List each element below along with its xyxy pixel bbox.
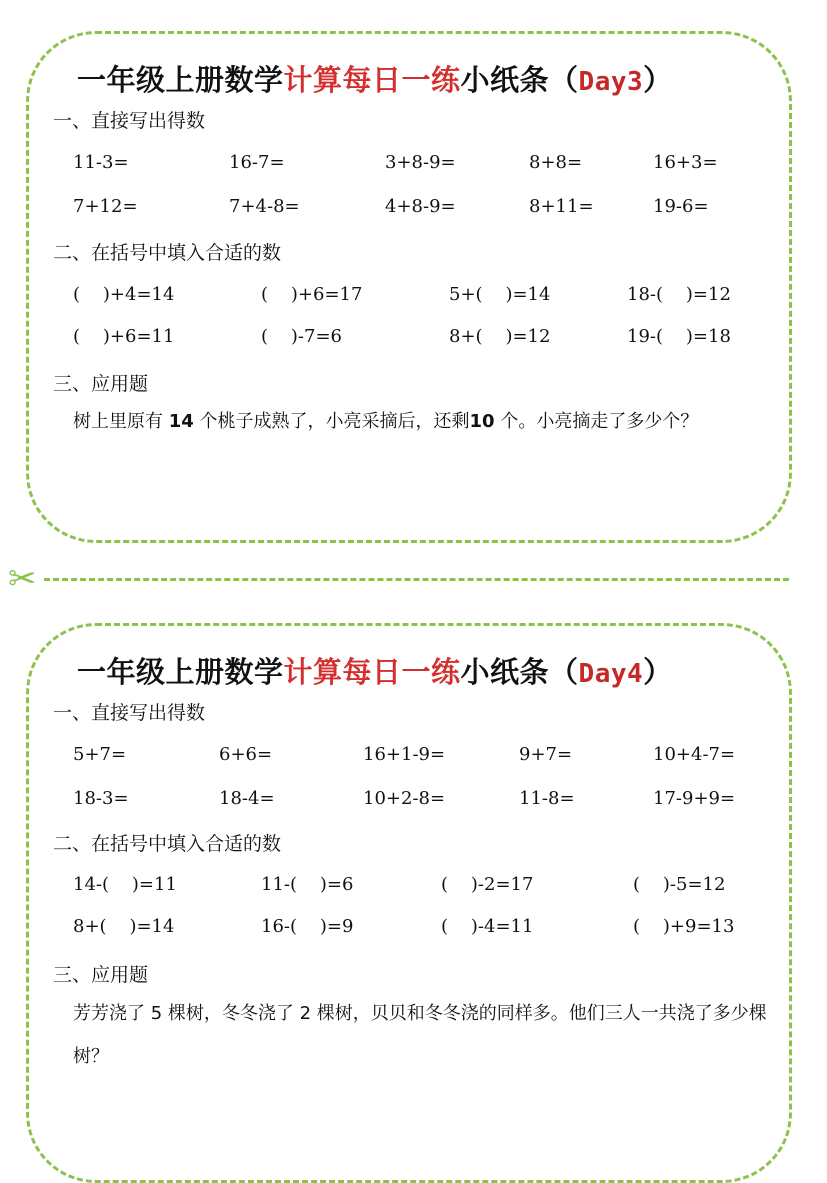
day4-calc-item: 11-8= (519, 788, 575, 809)
day3-section-fill-blank: 二、在括号中填入合适的数 (53, 242, 282, 264)
day3-fill-item: ( )+6=17 (261, 284, 363, 305)
day4-calc-item: 16+1-9= (363, 744, 446, 765)
day4-fill-item: ( )+9=13 (633, 916, 735, 937)
day3-calc-item: 7+12= (73, 196, 138, 217)
day4-calc-item: 18-4= (219, 788, 275, 809)
day4-calc-item: 6+6= (219, 744, 273, 765)
day3-calc-item: 11-3= (73, 152, 129, 173)
day3-calc-item: 3+8-9= (385, 152, 456, 173)
day4-calc-item: 5+7= (73, 744, 127, 765)
day3-fill-item: ( )+4=14 (73, 284, 175, 305)
day4-calc-item: 18-3= (73, 788, 129, 809)
day4-title: 一年级上册数学计算每日一练小纸条（Day4） (77, 655, 673, 689)
day3-fill-item: 5+( )=14 (449, 284, 551, 305)
day4-fill-item: 16-( )=9 (261, 916, 354, 937)
day4-fill-item: 8+( )=14 (73, 916, 175, 937)
day4-section-fill-blank: 二、在括号中填入合适的数 (53, 833, 282, 855)
cut-line (44, 578, 789, 581)
day3-calc-item: 8+11= (529, 196, 594, 217)
day3-calc-item: 7+4-8= (229, 196, 300, 217)
day3-fill-item: 8+( )=12 (449, 326, 551, 347)
day3-calc-item: 16+3= (653, 152, 718, 173)
day3-calc-item: 8+8= (529, 152, 583, 173)
day3-fill-item: 19-( )=18 (627, 326, 731, 347)
day4-calc-item: 9+7= (519, 744, 573, 765)
day3-card (26, 31, 792, 543)
day4-calc-item: 17-9+9= (653, 788, 736, 809)
day4-fill-item: ( )-4=11 (441, 916, 534, 937)
day3-section-direct-answer: 一、直接写出得数 (53, 110, 206, 132)
day3-calc-item: 19-6= (653, 196, 709, 217)
day4-calc-item: 10+2-8= (363, 788, 446, 809)
day3-section-word-problem: 三、应用题 (53, 373, 149, 395)
day3-calc-item: 4+8-9= (385, 196, 456, 217)
day4-fill-item: 14-( )=11 (73, 874, 177, 895)
scissors-icon: ✂ (8, 559, 37, 599)
day4-section-word-problem: 三、应用题 (53, 964, 149, 986)
day3-calc-item: 16-7= (229, 152, 285, 173)
day3-fill-item: ( )+6=11 (73, 326, 175, 347)
day3-title: 一年级上册数学计算每日一练小纸条（Day3） (77, 63, 673, 97)
day4-fill-item: ( )-5=12 (633, 874, 726, 895)
day3-fill-item: ( )-7=6 (261, 326, 342, 347)
day4-calc-item: 10+4-7= (653, 744, 736, 765)
day3-word-problem: 树上里原有 14 个桃子成熟了，小亮采摘后，还剩10 个。小亮摘走了多少个？ (73, 411, 699, 432)
day4-fill-item: ( )-2=17 (441, 874, 534, 895)
day4-card (26, 623, 792, 1183)
day4-word-problem: 芳芳浇了 5 棵树，冬冬浇了 2 棵树，贝贝和冬冬浇的同样多。他们三人一共浇了多少棵树？ (73, 1003, 767, 1067)
day3-fill-item: 18-( )=12 (627, 284, 731, 305)
day4-section-direct-answer: 一、直接写出得数 (53, 702, 206, 724)
day4-fill-item: 11-( )=6 (261, 874, 354, 895)
